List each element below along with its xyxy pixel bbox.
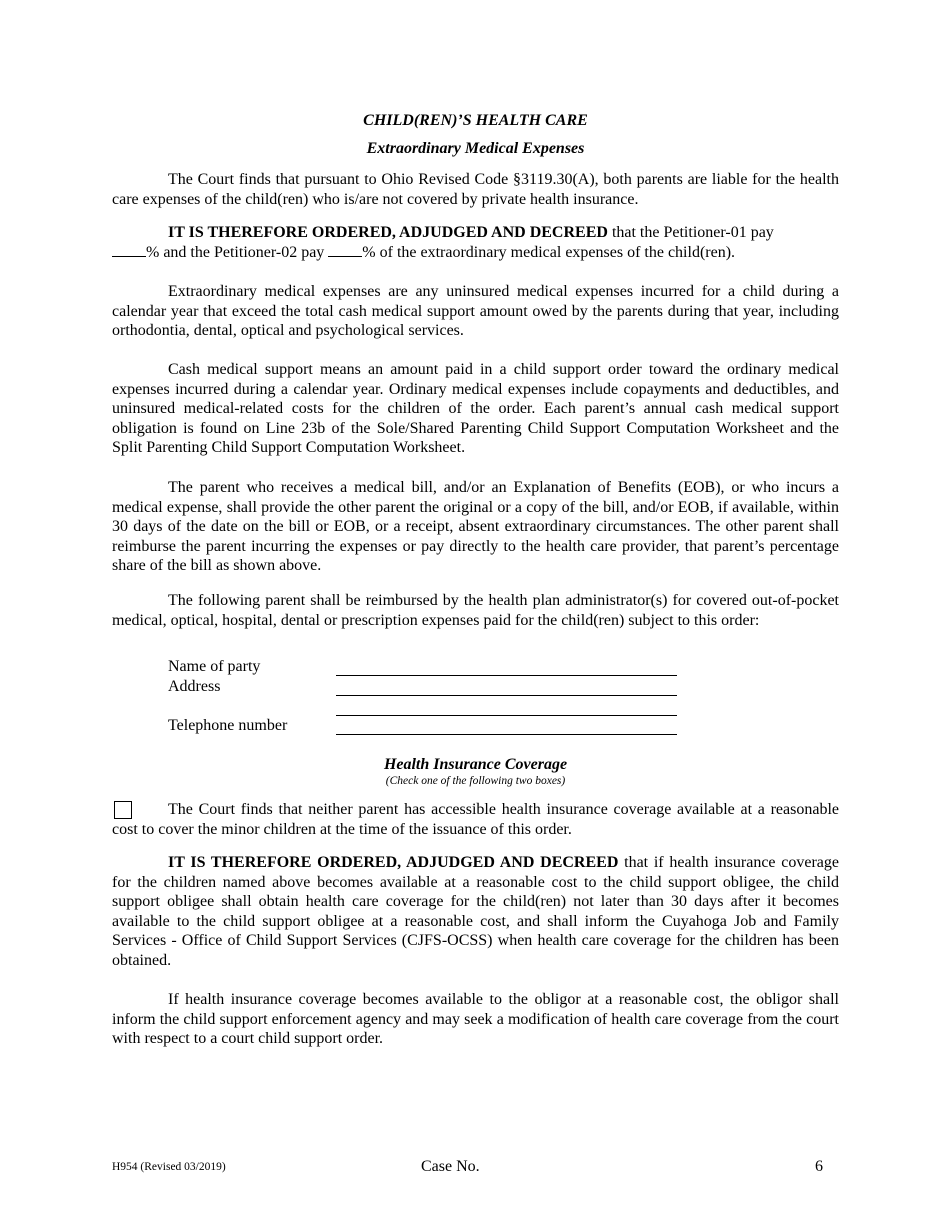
order-text-b: % and the Petitioner-02 pay [146, 243, 329, 261]
paragraph-text: The following parent shall be reimbursed by the health plan administrator(s) for covered out-of-pocket medical, optical, hospital, dental or prescription expenses paid for the child(ren) subject to this order: [112, 592, 839, 629]
page-title: CHILD(REN)’S HEALTH CARE [363, 112, 588, 129]
paragraph-medical-bill [112, 478, 839, 576]
name-of-party-label: Name of party [168, 658, 261, 675]
paragraph-text: Extraordinary medical expenses are any uninsured medical expenses incurred for a child during a calendar year that exceed the total cash medical support amount owed by the parents during that year, including orthodontia, dental, optical and psychological services. [112, 283, 839, 340]
paragraph-text: The Court finds that neither parent has accessible health insurance coverage available at a reasonable cost to cover the minor children at the time of the issuance of this order. [112, 801, 839, 838]
petitioner-02-percent-field[interactable] [328, 243, 362, 257]
address-row [112, 678, 839, 698]
paragraph-obligor [112, 990, 839, 1049]
form-id: H954 (Revised 03/2019) [112, 1161, 226, 1173]
address-field-line-1[interactable] [336, 695, 677, 696]
order-text-a: that the Petitioner-01 pay [607, 224, 774, 241]
telephone-field[interactable] [336, 734, 677, 735]
telephone-row [112, 717, 839, 737]
name-of-party-row [112, 658, 839, 678]
paragraph-text: The parent who receives a medical bill, and/or an Explanation of Benefits (EOB), or who incurs a medical expense, shall provide the other parent the original or a copy of the bill, and/or EOB, if available, within 30 days of the date on the bill or EOB, or a receipt, absent extraordinary circumstances. The other parent shall reimburse the parent incurring the expenses or pay directly to the health care provider, that parent’s percentage share of the bill as shown above. [112, 479, 839, 575]
paragraph-extraordinary-definition [112, 282, 839, 341]
paragraph-reimbursement [112, 591, 839, 630]
order-text-c: % of the extraordinary medical expenses of the child(ren). [362, 243, 736, 261]
telephone-label: Telephone number [168, 717, 288, 734]
paragraph-text: The Court finds that pursuant to Ohio Revised Code §3119.30(A), both parents are liable for the health care expenses of the child(ren) who is/are not covered by private health insurance. [112, 171, 839, 208]
case-number-label: Case No. [421, 1158, 480, 1175]
paragraph-no-coverage [112, 800, 839, 839]
order-bold-text: IT IS THEREFORE ORDERED, ADJUDGED AND DECREED [168, 854, 619, 871]
paragraph-liability [112, 170, 839, 209]
address-label: Address [168, 678, 221, 695]
address-field-line-2[interactable] [336, 715, 677, 716]
order-coverage-paragraph [112, 853, 839, 971]
coverage-instruction: (Check one of the following two boxes) [385, 775, 566, 787]
section-subtitle: Extraordinary Medical Expenses [366, 140, 585, 157]
petitioner-01-percent-field[interactable] [112, 243, 146, 257]
paragraph-cash-medical-support [112, 360, 839, 458]
paragraph-text: If health insurance coverage becomes available to the obligor at a reasonable cost, the obligor shall inform the child support enforcement agency and may seek a modification of health care coverage from the court with respect to a court child support order. [112, 991, 839, 1048]
order-text: that if health insurance coverage for the children named above becomes available at a reasonable cost to the child support obligee, the child support obligee shall obtain health care coverage for the child(ren) not later than 30 days after it becomes available to the child support obligee at a reasonable cost, and shall inform the Cuyahoga Job and Family Services - Office of Child Support Services (CJFS-OCSS) when health care coverage for the children has been obtained. [112, 854, 839, 969]
coverage-heading: Health Insurance Coverage [383, 756, 568, 773]
page-number: 6 [815, 1158, 823, 1175]
paragraph-text: Cash medical support means an amount paid in a child support order toward the ordinary medical expenses incurred during a calendar year. Ordinary medical expenses include copayments and deductibles, and uninsured medical-related costs for the children of the order. Each parent’s annual cash medical support obligation is found on Line 23b of the Sole/Shared Parenting Child Support Computation Worksheet and the Split Parenting Child Support Computation Worksheet. [112, 361, 839, 457]
order-percentage-paragraph [112, 223, 839, 262]
order-bold-text: IT IS THEREFORE ORDERED, ADJUDGED AND DECREED [168, 224, 608, 241]
name-of-party-field[interactable] [336, 675, 677, 676]
